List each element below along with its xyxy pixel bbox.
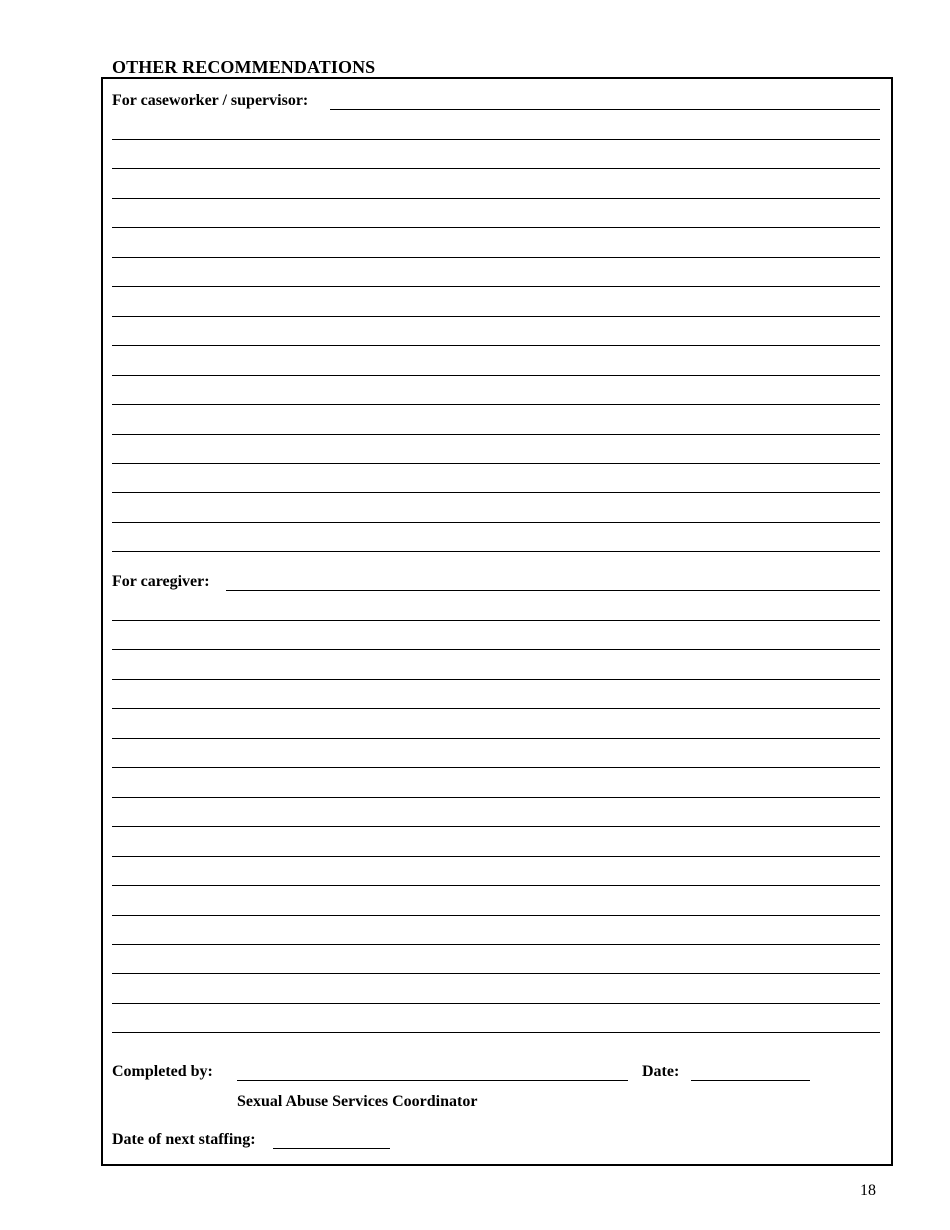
section-title: OTHER RECOMMENDATIONS [112,57,376,77]
caseworker-writing-line[interactable] [112,227,880,228]
next-staffing-date-input[interactable] [273,1148,390,1149]
caseworker-writing-line[interactable] [112,434,880,435]
caseworker-writing-line[interactable] [112,492,880,493]
caseworker-writing-line[interactable] [112,375,880,376]
caregiver-writing-line[interactable] [112,973,880,974]
caregiver-first-line-input[interactable] [226,590,880,591]
caseworker-writing-line[interactable] [112,551,880,552]
caregiver-writing-line[interactable] [112,708,880,709]
caseworker-writing-line[interactable] [112,168,880,169]
caseworker-writing-line[interactable] [112,404,880,405]
caregiver-writing-line[interactable] [112,649,880,650]
caseworker-writing-line[interactable] [112,316,880,317]
caseworker-writing-line[interactable] [112,257,880,258]
caregiver-writing-line[interactable] [112,915,880,916]
caregiver-writing-line[interactable] [112,826,880,827]
page-number: 18 [860,1182,876,1199]
caregiver-writing-line[interactable] [112,797,880,798]
next-staffing-label: Date of next staffing: [112,1131,256,1148]
caregiver-writing-line[interactable] [112,856,880,857]
caregiver-label: For caregiver: [112,573,210,590]
caseworker-writing-line[interactable] [112,139,880,140]
date-label: Date: [642,1063,680,1080]
caregiver-writing-line[interactable] [112,679,880,680]
completed-by-signature-input[interactable] [237,1080,628,1081]
caregiver-writing-line[interactable] [112,1003,880,1004]
caseworker-writing-line[interactable] [112,463,880,464]
caregiver-writing-line[interactable] [112,885,880,886]
caregiver-writing-line[interactable] [112,738,880,739]
caseworker-writing-line[interactable] [112,345,880,346]
caseworker-writing-line[interactable] [112,286,880,287]
date-input[interactable] [691,1080,810,1081]
completed-by-label: Completed by: [112,1063,213,1080]
caregiver-writing-line[interactable] [112,620,880,621]
caregiver-writing-line[interactable] [112,944,880,945]
caseworker-supervisor-label: For caseworker / supervisor: [112,92,309,109]
coordinator-role-caption: Sexual Abuse Services Coordinator [237,1093,478,1110]
caseworker-first-line-input[interactable] [330,109,880,110]
caseworker-writing-line[interactable] [112,198,880,199]
caseworker-writing-line[interactable] [112,522,880,523]
caregiver-writing-line[interactable] [112,1032,880,1033]
caregiver-writing-line[interactable] [112,767,880,768]
